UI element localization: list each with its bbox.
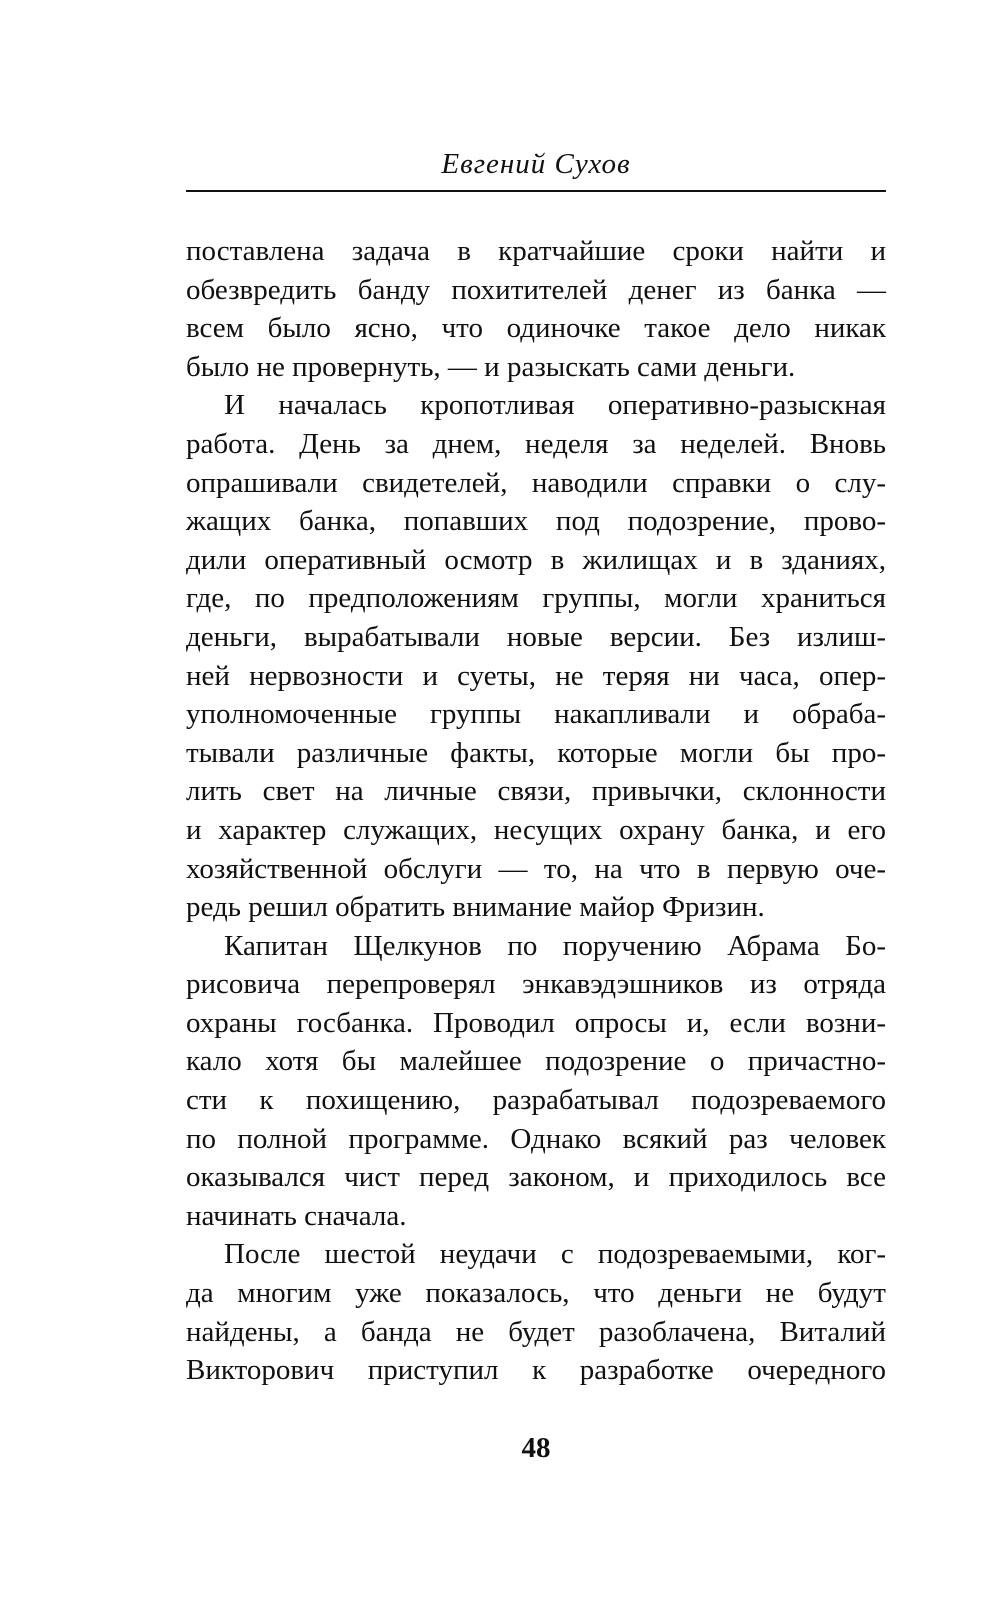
text-line: обезвредить банду похитителей денег из банка — xyxy=(186,273,886,306)
text-line: жащих банка, попавших под подозрение, прово- xyxy=(186,505,886,538)
text-line: редь решил обратить внимание майор Фризин. xyxy=(186,891,765,924)
text-line: деньги, вырабатывали новые версии. Без излиш- xyxy=(186,620,886,653)
text-line: тывали различные факты, которые могли бы про- xyxy=(186,736,886,769)
text-line: После шестой неудачи с подозреваемыми, ког- xyxy=(224,1238,886,1271)
paragraph xyxy=(186,232,886,386)
text-line: Капитан Щелкунов по поручению Абрама Бо- xyxy=(224,929,886,962)
paragraph xyxy=(186,386,886,926)
text-line: сти к похищению, разрабатывал подозреваемого xyxy=(186,1084,886,1117)
text-line: охраны госбанка. Проводил опросы и, если возни- xyxy=(186,1006,886,1039)
text-line: было не провернуть, — и разыскать сами деньги. xyxy=(186,350,796,383)
text-line: всем было ясно, что одиночке такое дело никак xyxy=(186,312,886,345)
text-line: рисовича перепроверял энкавэдэшников из отряда xyxy=(186,968,886,1001)
text-line: кало хотя бы малейшее подозрение о причастно- xyxy=(186,1045,886,1078)
text-line: поставлена задача в кратчайшие сроки найти и xyxy=(186,235,886,267)
running-head: Евгений Сухов xyxy=(441,148,631,180)
page-number: 48 xyxy=(521,1432,551,1464)
text-line: уполномоченные группы накапливали и обраба- xyxy=(186,698,886,731)
text-line: дили оперативный осмотр в жилищах и в зданиях, xyxy=(186,543,886,576)
paragraph xyxy=(186,1235,886,1389)
text-line: ней нервозности и суеты, не теряя ни часа, опер- xyxy=(186,659,886,692)
text-line: лить свет на личные связи, привычки, склонности xyxy=(186,775,886,808)
header-rule xyxy=(186,190,886,192)
text-line: по полной программе. Однако всякий раз человек xyxy=(186,1122,886,1155)
text-line: И началась кропотливая оперативно-разыскная xyxy=(224,389,886,422)
paragraph xyxy=(186,927,886,1236)
text-line: начинать сначала. xyxy=(186,1199,407,1232)
text-line: работа. День за днем, неделя за неделей. Вновь xyxy=(186,427,886,460)
text-line: опрашивали свидетелей, наводили справки о слу- xyxy=(186,466,886,499)
body-text xyxy=(186,232,886,1390)
text-line: оказывался чист перед законом, и приходилось все xyxy=(186,1161,886,1194)
text-line: и характер служащих, несущих охрану банка, и его xyxy=(186,813,886,846)
text-line: хозяйственной обслуги — то, на что в первую оче- xyxy=(186,852,886,885)
text-line: Викторович приступил к разработке очередного xyxy=(186,1354,886,1387)
text-line: найдены, а банда не будет разоблачена, Виталий xyxy=(186,1315,886,1348)
text-line: да многим уже показалось, что деньги не будут xyxy=(186,1277,886,1310)
text-line: где, по предположениям группы, могли храниться xyxy=(186,582,886,615)
